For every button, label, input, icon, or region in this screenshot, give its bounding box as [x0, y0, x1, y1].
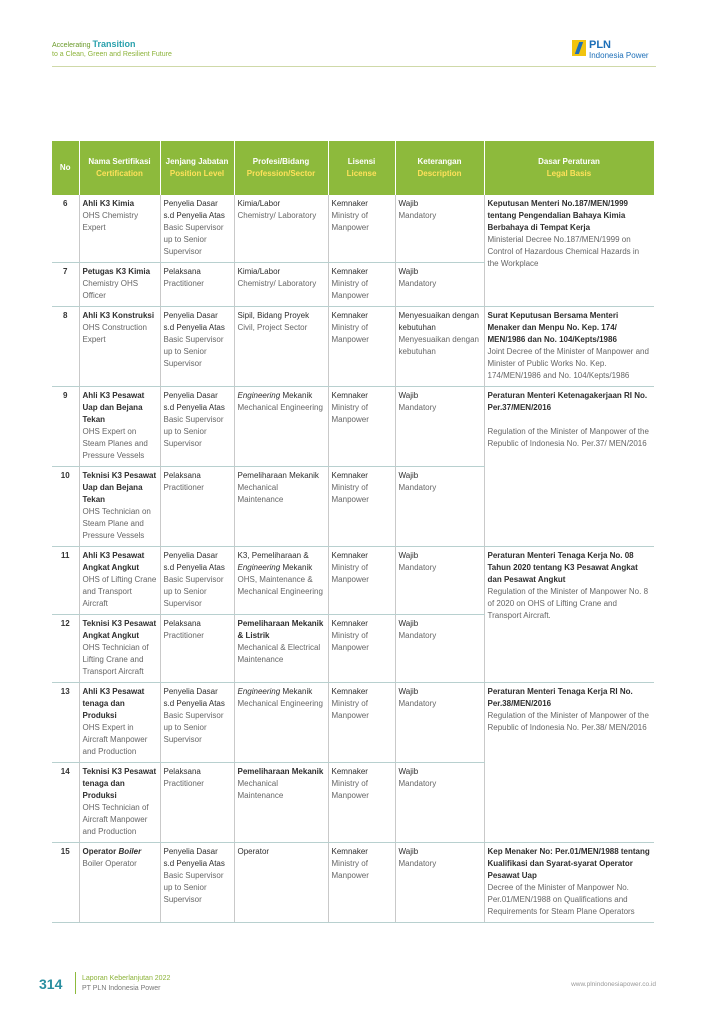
cell-profession: Sipil, Bidang Proyek Civil, Project Sector — [234, 307, 328, 387]
col-header-legal-basis: Dasar Peraturan Legal Basis — [484, 141, 654, 195]
cell-profession: Engineering Mekanik Mechanical Engineering — [234, 683, 328, 763]
cell-license: Kemnaker Ministry of Manpower — [328, 195, 395, 263]
col-header-certification: Nama Sertifikasi Certification — [79, 141, 160, 195]
cell-description: Wajib Mandatory — [395, 683, 484, 763]
cell-legal-basis: Keputusan Menteri No.187/MEN/1999 tentang Pengendalian Bahaya Kimia Berbahaya di Tempat Kerja Ministerial Decree No.187/MEN/1999 on Control of Hazardous Chemical Hazards in the Workplace — [484, 195, 654, 307]
cell-certification: Ahli K3 Pesawat tenaga dan Produksi OHS Expert in Aircraft Manpower and Production — [79, 683, 160, 763]
cell-description: Wajib Mandatory — [395, 387, 484, 467]
cell-position: Pelaksana Practitioner — [160, 467, 234, 547]
cell-profession: Pemeliharaan Mekanik Mechanical Maintenance — [234, 763, 328, 843]
cell-description: Wajib Mandatory — [395, 615, 484, 683]
cell-certification: Teknisi K3 Pesawat tenaga dan Produksi OHS Technician of Aircraft Manpower and Production — [79, 763, 160, 843]
cell-legal-basis: Peraturan Menteri Tenaga Kerja No. 08 Tahun 2020 tentang K3 Pesawat Angkat dan Pesawat Angkut Regulation of the Minister of Manpower No. 8 of 2020 on OHS of Lifting Crane and Transport Aircraft. — [484, 547, 654, 683]
cell-no: 10 — [52, 467, 79, 547]
cell-no: 11 — [52, 547, 79, 615]
cell-no: 13 — [52, 683, 79, 763]
cell-profession: Kimia/Labor Chemistry/ Laboratory — [234, 195, 328, 263]
cell-license: Kemnaker Ministry of Manpower — [328, 615, 395, 683]
tagline-accent: Transition — [92, 39, 136, 49]
table-row — [52, 843, 654, 923]
cell-description: Wajib Mandatory — [395, 467, 484, 547]
cell-profession: Operator — [234, 843, 328, 923]
page-number: 314 — [39, 976, 63, 992]
cell-position: Penyelia Dasar s.d Penyelia Atas Basic Supervisor up to Senior Supervisor — [160, 683, 234, 763]
certification-table — [52, 141, 655, 923]
header-divider — [52, 66, 656, 67]
logo-sub: Indonesia Power — [589, 51, 649, 60]
cell-position: Penyelia Dasar s.d Penyelia Atas Basic Supervisor up to Senior Supervisor — [160, 387, 234, 467]
table-header-row — [52, 141, 654, 195]
report-company: PT PLN Indonesia Power — [82, 985, 161, 992]
cell-license: Kemnaker Ministry of Manpower — [328, 307, 395, 387]
col-header-profession: Profesi/Bidang Profession/Sector — [234, 141, 328, 195]
cell-position: Penyelia Dasar s.d Penyelia Atas Basic Supervisor up to Senior Supervisor — [160, 547, 234, 615]
cell-certification: Petugas K3 Kimia Chemistry OHS Officer — [79, 263, 160, 307]
table-row — [52, 683, 654, 763]
cell-certification: Teknisi K3 Pesawat Angkat Angkut OHS Technician of Lifting Crane and Transport Aircraft — [79, 615, 160, 683]
col-header-no: No — [52, 141, 79, 195]
cell-license: Kemnaker Ministry of Manpower — [328, 683, 395, 763]
cell-no: 8 — [52, 307, 79, 387]
cell-position: Pelaksana Practitioner — [160, 263, 234, 307]
logo-brand: PLN — [589, 39, 611, 51]
cell-no: 7 — [52, 263, 79, 307]
col-header-license: Lisensi License — [328, 141, 395, 195]
cell-position: Pelaksana Practitioner — [160, 615, 234, 683]
footer-report — [82, 974, 170, 994]
cell-no: 15 — [52, 843, 79, 923]
cell-legal-basis: Kep Menaker No: Per.01/MEN/1988 tentang Kualifikasi dan Syarat-syarat Operator Pesawat Uap Decree of the Minister of Manpower No. Per.01/MEN/1988 on Qualifications and Requirements for Steam Plane Operators — [484, 843, 654, 923]
company-logo — [572, 40, 649, 60]
cell-description: Wajib Mandatory — [395, 263, 484, 307]
cell-position: Pelaksana Practitioner — [160, 763, 234, 843]
table-row — [52, 195, 654, 263]
col-header-position: Jenjang Jabatan Position Level — [160, 141, 234, 195]
cell-no: 12 — [52, 615, 79, 683]
tagline-line2: to a Clean, Green and Resilient Future — [52, 51, 172, 58]
col-header-description: Keterangan Description — [395, 141, 484, 195]
cell-profession: Pemeliharaan Mekanik & Listrik Mechanical & Electrical Maintenance — [234, 615, 328, 683]
table-row — [52, 547, 654, 615]
cell-certification: Operator Boiler Boiler Operator — [79, 843, 160, 923]
cell-no: 6 — [52, 195, 79, 263]
cell-description: Wajib Mandatory — [395, 843, 484, 923]
report-title: Laporan Keberlanjutan 2022 — [82, 975, 171, 982]
cell-legal-basis: Peraturan Menteri Ketenagakerjaan RI No. Per.37/MEN/2016 Regulation of the Minister of Manpower of the Republic of Indonesia No. Per.37/ MEN/2016 — [484, 387, 654, 547]
tagline-pre: Accelerating — [52, 42, 91, 49]
header-tagline — [52, 40, 172, 59]
cell-description: Wajib Mandatory — [395, 195, 484, 263]
cell-description: Wajib Mandatory — [395, 763, 484, 843]
cell-no: 9 — [52, 387, 79, 467]
cell-profession: Engineering Mekanik Mechanical Engineering — [234, 387, 328, 467]
table-row — [52, 387, 654, 467]
footer-url: www.plnindonesiapower.co.id — [571, 981, 656, 988]
cell-license: Kemnaker Ministry of Manpower — [328, 843, 395, 923]
cell-legal-basis: Peraturan Menteri Tenaga Kerja RI No. Per.38/MEN/2016 Regulation of the Minister of Manpower of the Republic of Indonesia No. Per.38/ MEN/2016 — [484, 683, 654, 843]
cell-license: Kemnaker Ministry of Manpower — [328, 467, 395, 547]
cell-position: Penyelia Dasar s.d Penyelia Atas Basic Supervisor up to Senior Supervisor — [160, 843, 234, 923]
cell-certification: Ahli K3 Pesawat Uap dan Bejana Tekan OHS Expert on Steam Planes and Pressure Vessels — [79, 387, 160, 467]
cell-license: Kemnaker Ministry of Manpower — [328, 263, 395, 307]
cell-profession: K3, Pemeliharaan & Engineering Mekanik OHS, Maintenance & Mechanical Engineering — [234, 547, 328, 615]
cell-profession: Pemeliharaan Mekanik Mechanical Maintenance — [234, 467, 328, 547]
cell-certification: Teknisi K3 Pesawat Uap dan Bejana Tekan OHS Technician on Steam Plane and Pressure Vessels — [79, 467, 160, 547]
cell-license: Kemnaker Ministry of Manpower — [328, 547, 395, 615]
cell-no: 14 — [52, 763, 79, 843]
cell-certification: Ahli K3 Pesawat Angkat Angkut OHS of Lifting Crane and Transport Aircraft — [79, 547, 160, 615]
cell-license: Kemnaker Ministry of Manpower — [328, 763, 395, 843]
cell-position: Penyelia Dasar s.d Penyelia Atas Basic Supervisor up to Senior Supervisor — [160, 195, 234, 263]
cell-profession: Kimia/Labor Chemistry/ Laboratory — [234, 263, 328, 307]
cell-description: Menyesuaikan dengan kebutuhan Menyesuaikan dengan kebutuhan — [395, 307, 484, 387]
cell-description: Wajib Mandatory — [395, 547, 484, 615]
lightning-logo-icon — [572, 40, 586, 56]
cell-license: Kemnaker Ministry of Manpower — [328, 387, 395, 467]
footer-divider — [75, 972, 76, 994]
cell-certification: Ahli K3 Konstruksi OHS Construction Expert — [79, 307, 160, 387]
cell-certification: Ahli K3 Kimia OHS Chemistry Expert — [79, 195, 160, 263]
cell-legal-basis: Surat Keputusan Bersama Menteri Menaker dan Menpu No. Kep. 174/ MEN/1986 dan No. 104/Kepts/1986 Joint Decree of the Minister of Manpower and Minister of Public Works No. Kep. 174/MEN/1986 and No. 104/Kepts/1986 — [484, 307, 654, 387]
table-row — [52, 307, 654, 387]
cell-position: Penyelia Dasar s.d Penyelia Atas Basic Supervisor up to Senior Supervisor — [160, 307, 234, 387]
